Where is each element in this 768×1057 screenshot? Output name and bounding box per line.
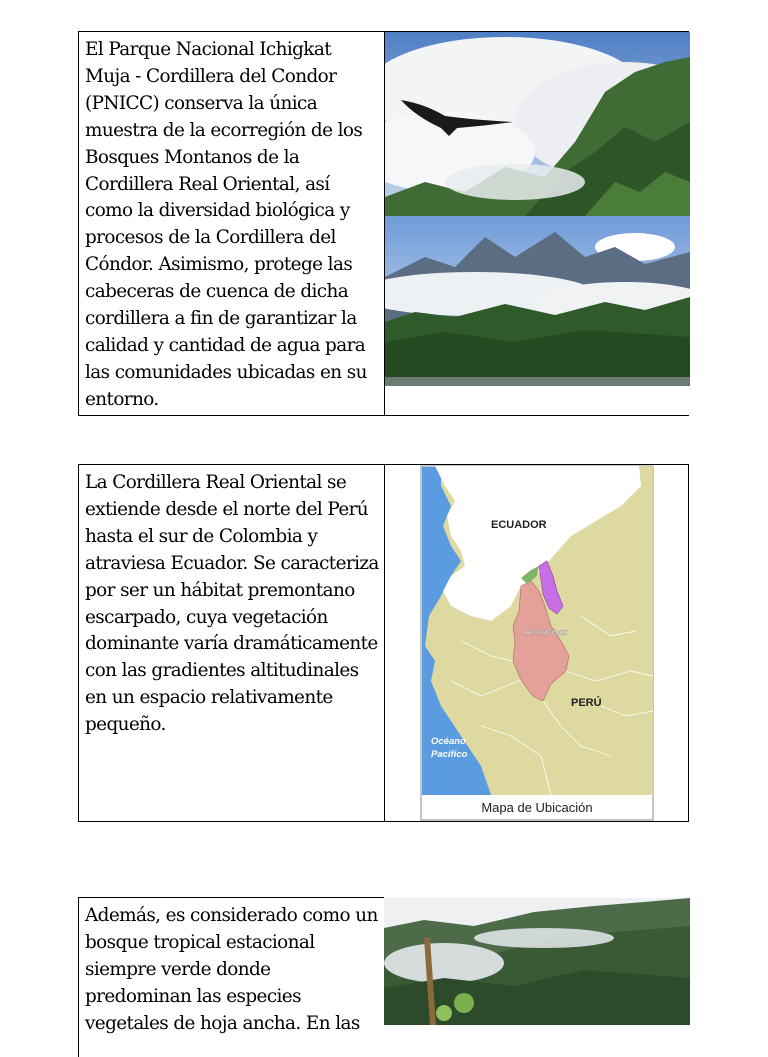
section-2-image-cell xyxy=(385,465,689,822)
section-2-table xyxy=(78,464,689,822)
section-1 xyxy=(78,31,689,415)
section-1-paragraph: El Parque Nacional Ichigkat Muja - Cordillera del Condor (PNICC) conserva la única muestra de la ecorregión de los Bosques Montanos de la Cordillera Real Oriental, así como la diversidad biológica y procesos de la Cordillera del Cóndor. Asimismo, protege las cabeceras de cuenca de dicha cordillera a fin de garantizar la calidad y cantidad de agua para las comunidades ubicadas en su entorno. xyxy=(79,32,384,414)
label-ocean-line-2: Pacífico xyxy=(431,749,468,760)
label-ecuador: ECUADOR xyxy=(491,519,547,531)
section-3-paragraph: Además, es considerado como un bosque tropical estacional siempre verde donde predominan las especies vegetales de hoja ancha. En las xyxy=(79,898,384,1038)
section-2-text-cell xyxy=(79,465,385,822)
section-1-table xyxy=(78,31,689,416)
section-1-text-cell xyxy=(79,32,385,416)
section-3-image-cell xyxy=(384,898,689,1057)
label-amazonas: Amazonas xyxy=(524,627,568,637)
section-1-image-cell xyxy=(385,32,689,416)
section-2-paragraph: La Cordillera Real Oriental se extiende desde el norte del Perú hasta el sur de Colombia y atraviesa Ecuador. Se caracteriza por ser un hábitat premontano escarpado, cuya vegetación dominante varía dramáticamente con las gradientes altitudinales en un espacio relativamente pequeño. xyxy=(79,465,384,739)
top-photo xyxy=(385,32,690,216)
map-caption: Mapa de Ubicación xyxy=(481,800,592,815)
label-ocean-line-1: Océano xyxy=(431,736,466,747)
condor-mountains-photo xyxy=(385,32,690,415)
section-2 xyxy=(78,464,689,821)
section-3-text-cell xyxy=(79,898,385,1057)
label-peru: PERÚ xyxy=(571,696,602,709)
bottom-photo xyxy=(385,216,690,415)
location-map xyxy=(385,465,690,821)
forest-photo xyxy=(384,898,690,1025)
section-3 xyxy=(78,897,689,1057)
section-3-table xyxy=(78,897,689,1057)
